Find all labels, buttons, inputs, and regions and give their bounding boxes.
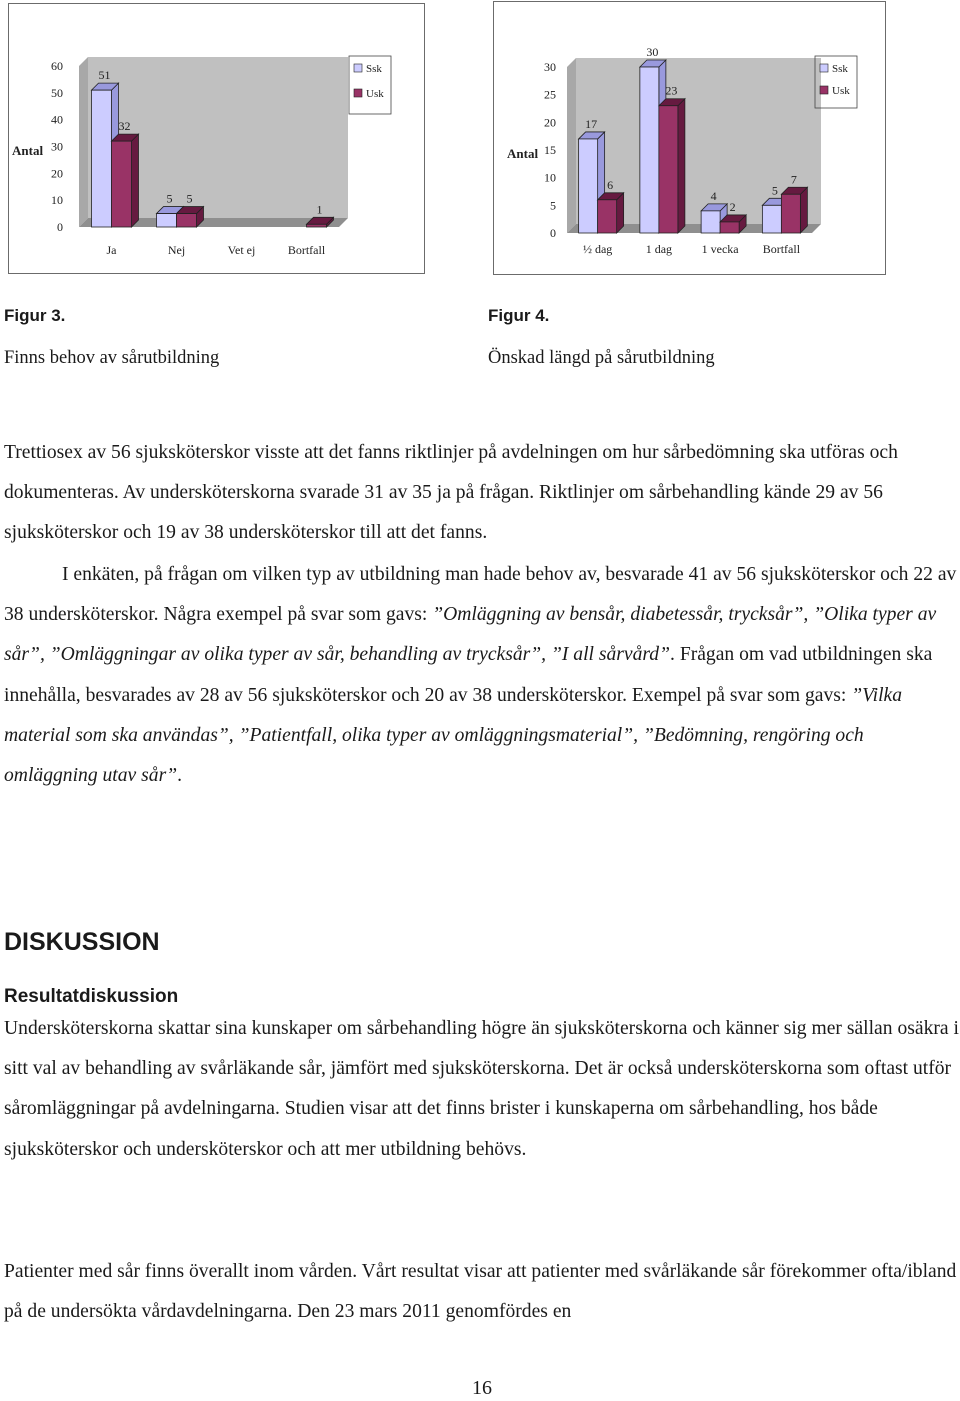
legend-swatch-ssk [820, 64, 828, 72]
figure-3-caption: Finns behov av sårutbildning [4, 348, 220, 368]
chart-figur-4-svg [494, 2, 885, 274]
bar-usk [598, 200, 617, 233]
data-label-usk: 6 [607, 177, 614, 192]
bar-usk [720, 222, 739, 233]
legend-swatch-usk [354, 89, 362, 97]
data-label-ssk: 30 [646, 45, 659, 59]
data-label-usk: 7 [790, 172, 797, 187]
bar-side-usk [132, 134, 139, 227]
bar-ssk [640, 67, 659, 233]
y-tick-label: 15 [544, 143, 556, 157]
legend-label-ssk: Ssk [366, 63, 382, 75]
paragraph-enkaten-part-1: I enkäten, på frågan om vilken typ av utbildning man hade behov av, besvarade 41 av 56 sjuksköterskor och 22 av 38 undersköterskor. Några exempel på svar som gavs: [4, 564, 957, 626]
bar-ssk [762, 205, 781, 233]
figure-3-label: Figur 3. [4, 306, 66, 325]
chart-figur-3-svg [9, 4, 424, 273]
paragraph-riktlinjer: Trettiosex av 56 sjuksköterskor visste att det fanns riktlinjer på avdelningen om hur sårbedömning ska utföras och dokumenteras. Av undersköterskorna svarade 31 av 35 ja på frågan. Riktlinjer om sårbehandling kände 29 av 56 sjuksköterskor och 19 av 38 undersköterskor till att det fanns. [4, 442, 898, 544]
bar-usk [781, 194, 800, 233]
x-tick-label: Bortfall [762, 242, 801, 256]
quote-utbildningsbehov: ”Omläggning av bensår, diabetessår, trycksår”, ”Olika typer av sår”, ”Omläggningar av olika typer av sår, behandling av trycksår”, ”I all sårvård” [4, 604, 937, 666]
y-tick-label: 20 [51, 166, 63, 181]
legend-swatch-ssk [354, 64, 362, 72]
bar-ssk [157, 214, 177, 227]
data-label-usk: 5 [186, 191, 193, 206]
legend-swatch-usk [820, 86, 828, 94]
legend-label-ssk: Ssk [832, 63, 848, 75]
y-tick-label: 30 [544, 60, 556, 74]
chart-figur-4 [493, 1, 886, 275]
data-label-ssk: 5 [166, 191, 173, 206]
y-tick-label: 0 [550, 226, 556, 240]
y-tick-label: 40 [51, 112, 63, 127]
x-tick-label: ½ dag [582, 242, 613, 256]
data-label-ssk: 51 [98, 68, 111, 83]
y-tick-label: 5 [550, 198, 556, 213]
y-tick-label: 25 [544, 87, 556, 102]
data-label-usk: 32 [118, 119, 131, 134]
x-tick-label: Nej [167, 243, 186, 257]
figure-4-caption: Önskad längd på sårutbildning [488, 348, 715, 368]
bar-ssk [579, 139, 598, 233]
paragraph-enkaten [4, 555, 960, 796]
bar-usk [307, 224, 327, 227]
y-tick-label: 10 [544, 170, 556, 185]
x-tick-label: Vet ej [227, 243, 256, 257]
legend-label-usk: Usk [366, 88, 384, 100]
data-label-ssk: 5 [771, 183, 778, 198]
data-label-ssk: 4 [710, 188, 717, 203]
bar-ssk [92, 90, 112, 227]
data-label-usk: 23 [665, 83, 678, 98]
x-tick-label: 1 dag [645, 242, 673, 256]
y-tick-label: 50 [51, 85, 63, 100]
legend-label-usk: Usk [832, 85, 850, 97]
data-label-ssk: 17 [585, 116, 598, 131]
bar-usk [112, 141, 132, 227]
y-axis-label: Antal [12, 143, 44, 158]
chart-figur-3 [8, 3, 425, 274]
y-tick-label: 60 [51, 59, 63, 73]
paragraph-enkaten-part-2: . Frågan om vad utbildningen ska innehålla, besvarades av 28 av 56 sjuksköterskor och 20 av 38 undersköterskor. Exempel på svar som gavs: [4, 644, 933, 706]
x-tick-label: Bortfall [287, 243, 326, 257]
x-tick-label: Ja [106, 243, 117, 257]
bar-usk [177, 214, 197, 227]
paragraph-patienter: Patienter med sår finns överallt inom vården. Vårt resultat visar att patienter med svårläkande sår förekommer ofta/ibland på de undersökta vårdavdelningarna. Den 23 mars 2011 genomfördes en [4, 1261, 957, 1323]
page-number: 16 [472, 1377, 492, 1399]
plot-side-wall [79, 57, 88, 227]
y-tick-label: 0 [57, 220, 63, 234]
heading-resultatdiskussion: Resultatdiskussion [4, 986, 179, 1007]
bar-side-usk [800, 187, 807, 233]
data-label-usk: 1 [316, 202, 323, 217]
paragraph-resultatdiskussion: Undersköterskorna skattar sina kunskaper om sårbehandling högre än sjuksköterskorna och känner sig mer sällan osäkra i sitt val av behandling av svårläkande sår, jämfört med sjuksköterskorna. Det är också undersköterskorna som oftast utför såromläggningar på avdelningarna. Studien visar att det finns brister i kunskaperna om sårbehandling, hos både sjuksköterskor och undersköterskor och att mer utbildning behövs. [4, 1018, 959, 1160]
x-tick-label: 1 vecka [701, 242, 739, 256]
heading-diskussion: DISKUSSION [4, 928, 160, 956]
bar-side-usk [678, 99, 685, 233]
y-axis-label: Antal [507, 146, 539, 161]
bar-usk [659, 106, 678, 233]
quote-utbildningsinnehall: ”Vilka material som ska användas”, ”Patientfall, olika typer av omläggningsmaterial”, ”Bedömning, rengöring och omläggning utav sår” [4, 684, 903, 787]
figure-4-label: Figur 4. [488, 306, 550, 325]
bar-ssk [701, 211, 720, 233]
data-label-usk: 2 [729, 199, 736, 214]
plot-side-wall [567, 58, 576, 233]
y-tick-label: 10 [51, 193, 63, 208]
y-tick-label: 20 [544, 115, 556, 130]
y-tick-label: 30 [51, 139, 63, 154]
paragraph-enkaten-end: . [177, 765, 182, 787]
